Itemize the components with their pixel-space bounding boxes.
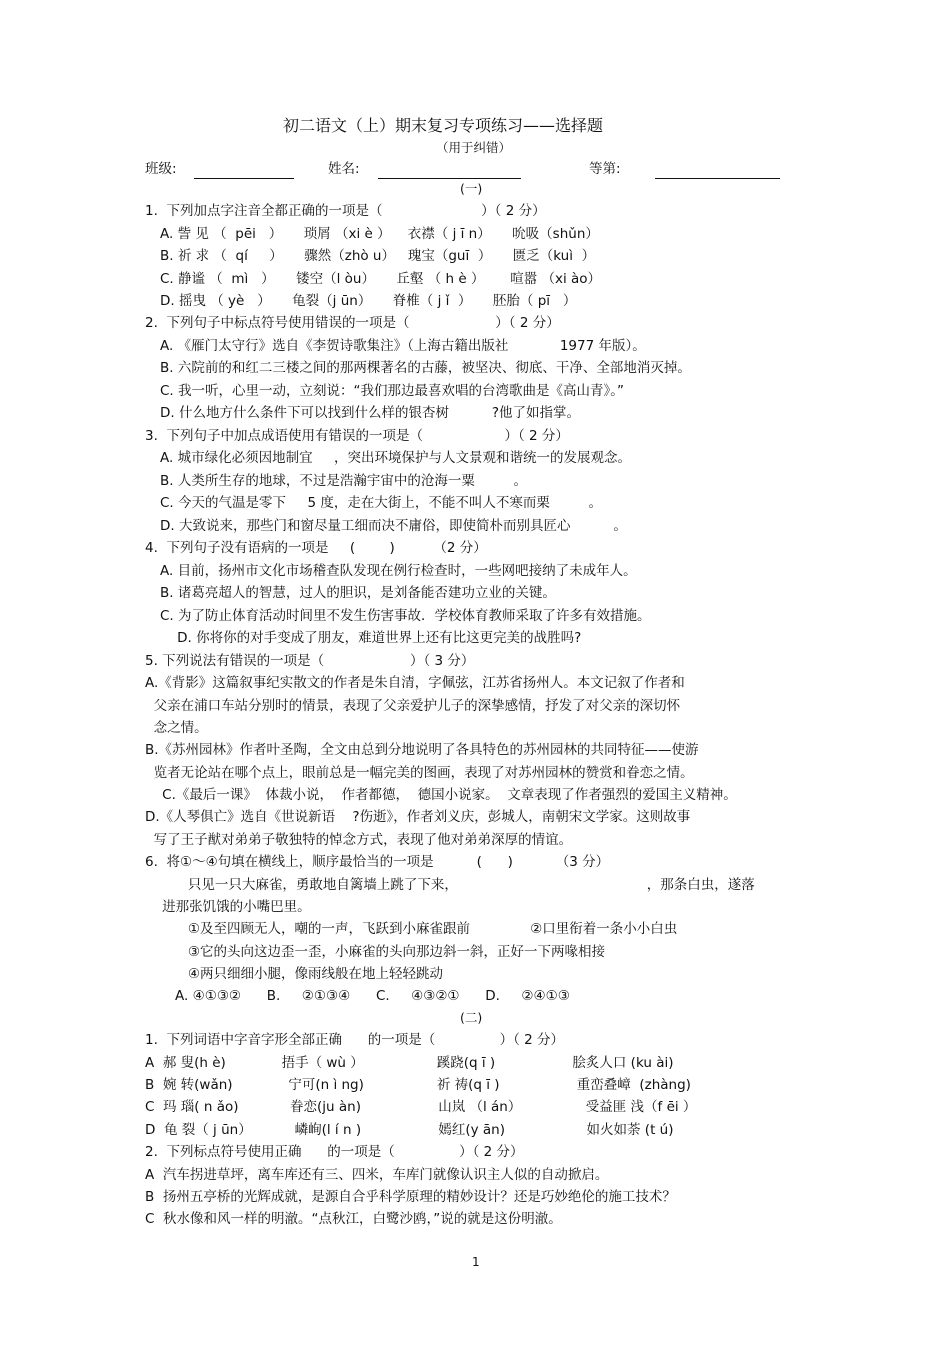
option-line: 写了王子猷对弟弟子敬独特的悼念方式，表现了他对弟弟深厚的情谊。 [145,832,573,848]
option-line: D. 你将你的对手变成了朋友，难道世界上还有比这更完美的战胜吗? [160,630,582,646]
question-line: 2. 下列句子中标点符号使用错误的一项是（ ）（ 2 分） [145,315,560,331]
question-line: 2. 下列标点符号使用正确 的一项是（ ）（ 2 分） [145,1144,524,1160]
option-line: A. 《雁门太守行》选自《李贺诗歌集注》（上海古籍出版社 1977 年版）。 [160,338,646,354]
name-blank [378,178,521,179]
class-blank [194,178,294,179]
option-line: B. 诸葛亮超人的智慧，过人的胆识，是刘备能否建功立业的关键。 [160,585,556,601]
section-heading: (二) [460,1010,483,1025]
page-number: 1 [472,1255,480,1269]
option-line: C. 今天的气温是零下 5 度，走在大街上，不能不叫人不寒而栗 。 [160,495,602,511]
sentence-line: ③它的头向这边歪一歪，小麻雀的头向那边斜一斜，正好一下两喙相接 [145,944,606,960]
option-line: C. 为了防止体育活动时间里不发生伤害事故．学校体育教师采取了许多有效措施。 [160,608,651,624]
page-subtitle: （用于纠错） [436,140,512,155]
option-line: C. 静谧 （ mì ） 镂空（l òu） 丘壑 （ h è ） 喧嚣 （xi ào） [160,271,602,287]
option-line: C. 我一听，心里一动，立刻说：“我们那边最喜欢唱的台湾歌曲是《高山青》。” [160,383,624,399]
sentence-line: ①及至四顾无人，嘲的一声，飞跃到小麻雀跟前 ②口里衔着一条小小白虫 [145,921,678,937]
sentence-line: ④两只细细小腿，像雨线般在地上轻轻跳动 [145,966,444,982]
option-line: B. 祈 求 （ qí ） 骤然（zhò u） 瑰宝（guī ） 匮乏（kuì ） [160,248,596,264]
question-line: 1. 下列词语中字音字形全部正确 的一项是（ ）（ 2 分） [145,1032,565,1048]
option-line: A.《背影》这篇叙事纪实散文的作者是朱自清，字佩弦，江苏省扬州人。本文记叙了作者和 [145,675,685,691]
option-line: C.《最后一课》 体裁小说， 作者都德， 德国小说家。 文章表现了作者强烈的爱国主义精神。 [145,787,737,803]
option-line: B 扬州五亭桥的光辉成就，是源自合乎科学原理的精妙设计？还是巧妙绝伦的施工技术？ [145,1189,676,1205]
question-line: 3. 下列句子中加点成语使用有错误的一项是（ ）（ 2 分） [145,428,569,444]
option-line: D.《人琴俱亡》选自《世说新语 ?伤逝》，作者刘义庆，彭城人，南朝宋文学家。这则故事 [145,809,691,825]
option-line: B.《苏州园林》作者叶圣陶，全文由总到分地说明了各具特色的苏州园林的共同特征——使游 [145,742,699,758]
option-line: A. 城市绿化必须因地制宜 ，突出环境保护与人文景观和谐统一的发展观念。 [160,450,632,466]
question-line: 5. 下列说法有错误的一项是（ ）（ 3 分） [145,653,475,669]
name-label: 姓名: [328,161,360,177]
class-label: 班级: [145,161,177,177]
question-line: 6. 将①～④句填在横线上，顺序最恰当的一项是 ( ) （3 分） [145,854,610,870]
option-line: C 秋水像和风一样的明澈。“点秋江，白鹭沙鸥，”说的就是这份明澈。 [145,1211,562,1227]
grade-label: 等第: [589,161,621,177]
option-line: B. 六院前的和红二三楼之间的那两棵著名的古藤，被坚决、彻底、干净、全部地消灭掉。 [160,360,691,376]
option-line: D. 什么地方什么条件下可以找到什么样的银杏树 ?他了如指掌。 [160,405,581,421]
option-line: B 婉 转(wǎn) 宁可(n ì ng) 祈 祷(q ī ) 重峦叠嶂 (zhàng) [145,1077,691,1093]
grade-blank [655,178,780,179]
option-line: A 汽车拐进草坪，离车库还有三、四米，车库门就像认识主人似的自动掀启。 [145,1167,609,1183]
option-line: B. 人类所生存的地球，不过是浩瀚宇宙中的沧海一粟 。 [160,473,527,489]
answer-options: A. ④①③② B. ②①③④ C. ④③②① D. ②④①③ [145,988,570,1004]
question-line: 4. 下列句子没有语病的一项是 ( ) （2 分） [145,540,487,556]
page-title: 初二语文（上）期末复习专项练习——选择题 [283,116,604,135]
option-line: A 郝 叟(h è) 捂手（ wù ） 蹊跷(q ī ) 脍炙人口 (ku ài) [145,1055,674,1071]
passage-line: 只见一只大麻雀，勇敢地自篱墙上跳了下来， ，那条白虫，遂落 [145,877,755,893]
option-line: C 玛 瑙( n ǎo) 眷恋(ju àn) 山岚 （l án） 受益匪 浅（f ēi ） [145,1099,697,1115]
option-line: D. 大致说来，那些门和窗尽量工细而决不庸俗，即使简朴而别具匠心 。 [160,518,627,534]
option-line: D 龟 裂（ j ūn） 嶙峋(l í n ) 嫣红(y ān) 如火如荼 (t ú) [145,1122,674,1138]
option-line: 念之情。 [145,720,208,736]
question-line: 1. 下列加点字注音全都正确的一项是（ ）（ 2 分） [145,203,546,219]
option-line: D. 摇曳 （ yè ） 龟裂（j ūn） 脊椎（ j ǐ ） 胚胎（ pī ） [160,293,577,309]
option-line: A. 目前，扬州市文化市场稽查队发现在例行检查时，一些网吧接纳了未成年人。 [160,563,637,579]
option-line: A. 訾 见 （ pēi ） 琐屑 （xi è ） 衣襟（ j ī n） 吮吸（shǔn） [160,226,599,242]
option-line: 父亲在浦口车站分别时的情景，表现了父亲爱护儿子的深挚感情，抒发了对父亲的深切怀 [145,698,681,714]
section-heading: (一) [460,181,483,196]
option-line: 览者无论站在哪个点上，眼前总是一幅完美的图画，表现了对苏州园林的赞赏和眷恋之情。 [145,765,694,781]
passage-line: 进那张饥饿的小嘴巴里。 [145,899,311,915]
